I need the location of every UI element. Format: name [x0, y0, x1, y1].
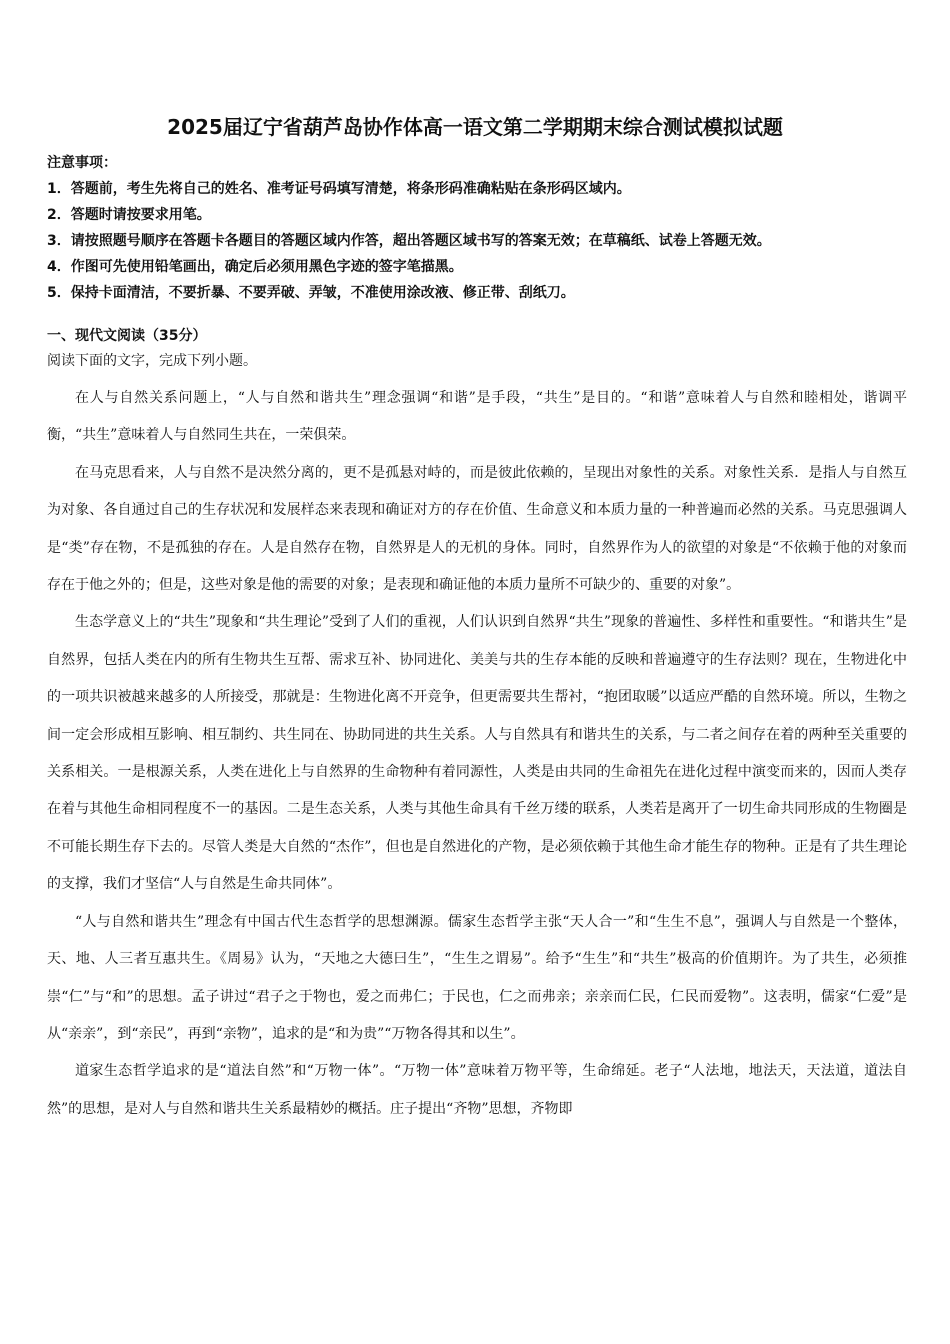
notice-item: 1．答题前，考生先将自己的姓名、准考证号码填写清楚，将条形码准确粘贴在条形码区域内。	[47, 181, 631, 197]
passage-paragraph: 生态学意义上的“共生”现象和“共生理论”受到了人们的重视，人们认识到自然界“共生”现象的普遍性、多样性和重要性。“和谐共生”是自然界，包括人类在内的所有生物共生互帮、需求互补、协同进化、美美与共的生存本能的反映和普遍遵守的生存法则？现在，生物进化中的一项共识被越来越多的人所接受，那就是：生物进化离不开竞争，但更需要共生帮衬，“抱团取暖”以适应严酷的自然环境。所以，生物之间一定会形成相互影响、相互制约、共生同在、协助同进的共生关系。人与自然具有和谐共生的关系，与二者之间存在着的两种至关重要的关系相关。一是根源关系，人类在进化上与自然界的生命物种有着同源性，人类是由共同的生命祖先在进化过程中演变而来的，因而人类存在着与其他生命相同程度不一的基因。二是生态关系，人类与其他生命具有千丝万缕的联系，人类若是离开了一切生命共同形成的生物圈是不可能长期生存下去的。尽管人类是大自然的“杰作”，但也是自然进化的产物，是必须依赖于其他生命才能生存的物种。正是有了共生理论的支撑，我们才坚信“人与自然是生命共同体”。	[47, 614, 907, 893]
reading-passage	[47, 380, 907, 1128]
notice-item: 2．答题时请按要求用笔。	[47, 207, 211, 223]
passage-paragraph: 在马克思看来，人与自然不是决然分离的，更不是孤悬对峙的，而是彼此依赖的，呈现出对象性的关系。对象性关系．是指人与自然互为对象、各自通过自己的生存状况和发展样态来表现和确证对方的存在价值、生命意义和本质力量的一种普遍而必然的关系。马克思强调人是“类”存在物，不是孤独的存在。人是自然存在物，自然界是人的无机的身体。同时，自然界作为人的欲望的对象是“不依赖于他的对象而存在于他之外的；但是，这些对象是他的需要的对象；是表现和确证他的本质力量所不可缺少的、重要的对象”。	[47, 464, 907, 594]
notice-item: 5．保持卡面清洁，不要折暴、不要弄破、弄皱，不准使用涂改液、修正带、刮纸刀。	[47, 285, 575, 301]
passage-paragraph: 在人与自然关系问题上，“人与自然和谐共生”理念强调“和谐”是手段，“共生”是目的。“和谐”意味着人与自然和睦相处，谐调平衡，“共生”意味着人与自然同生共在，一荣俱荣。	[47, 390, 907, 444]
document-title: 2025届辽宁省葫芦岛协作体高一语文第二学期期末综合测试模拟试题	[167, 115, 783, 139]
section-instruction: 阅读下面的文字，完成下列小题。	[47, 353, 257, 369]
passage-paragraph: 道家生态哲学追求的是“道法自然”和“万物一体”。“万物一体”意味着万物平等，生命绵延。老子“人法地，地法天，天法道，道法自然”的思想，是对人与自然和谐共生关系最精妙的概括。庄子提出“齐物”思想，齐物即	[47, 1063, 907, 1117]
passage-paragraph: “人与自然和谐共生”理念有中国古代生态哲学的思想渊源。儒家生态哲学主张“天人合一”和“生生不息”，强调人与自然是一个整体，天、地、人三者互惠共生。《周易》认为，“天地之大德曰生”，“生生之谓易”。给予“生生”和“共生”极高的价值期许。为了共生，必须推崇“仁”与“和”的思想。孟子讲过“君子之于物也，爱之而弗仁；于民也，仁之而弗亲；亲亲而仁民，仁民而爱物”。这表明，儒家“仁爱”是从“亲亲”，到“亲民”，再到“亲物”，追求的是“和为贵”“万物各得其和以生”。	[47, 913, 907, 1042]
notice-block	[47, 150, 917, 306]
notice-heading: 注意事项：	[47, 155, 117, 171]
notice-item: 4．作图可先使用铅笔画出，确定后必须用黑色字迹的签字笔描黑。	[47, 259, 463, 275]
notice-item: 3．请按照题号顺序在答题卡各题目的答题区域内作答，超出答题区域书写的答案无效；在草稿纸、试卷上答题无效。	[47, 233, 771, 249]
section-heading: 一、现代文阅读（35分）	[47, 328, 207, 344]
